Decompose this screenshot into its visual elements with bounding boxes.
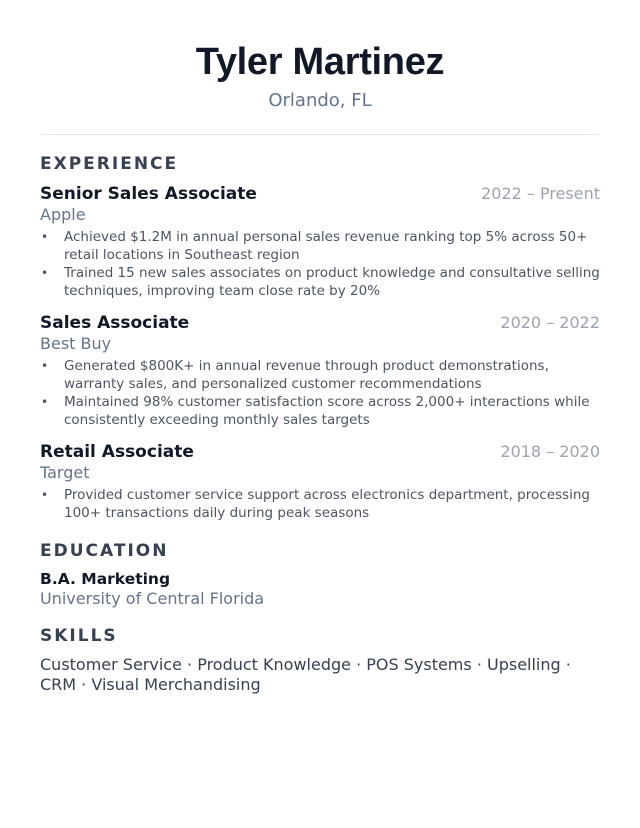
experience-section: [40, 153, 600, 522]
resume-header: [40, 0, 600, 114]
job-bullets: [40, 228, 600, 300]
job-bullet: • Generated $800K+ in annual revenue through product demonstrations, warranty sales, and personalized customer recommendations: [40, 357, 600, 393]
candidate-name: Tyler Martinez: [195, 41, 445, 83]
experience-heading: EXPERIENCE: [40, 154, 179, 174]
job-entry: [40, 183, 600, 300]
job-title: Sales Associate: [40, 313, 190, 333]
job-company: Apple: [40, 205, 86, 224]
header-divider: [40, 134, 600, 135]
job-title: Retail Associate: [40, 442, 194, 462]
job-bullet: • Achieved $1.2M in annual personal sales revenue ranking top 5% across 50+ retail locations in Southeast region: [40, 228, 600, 264]
job-bullets: [40, 357, 600, 429]
candidate-location: Orlando, FL: [268, 90, 372, 111]
job-bullets: [40, 486, 600, 522]
education-heading: EDUCATION: [40, 541, 169, 561]
skills-heading: SKILLS: [40, 626, 118, 646]
skills-list: Customer Service · Product Knowledge · POS Systems · Upselling · CRM · Visual Merchandising: [40, 655, 571, 694]
job-entry: [40, 441, 600, 522]
job-header: [40, 183, 600, 205]
education-section: [40, 540, 600, 609]
skills-section: [40, 625, 600, 695]
job-dates: 2020 – 2022: [500, 313, 600, 332]
job-bullet: • Provided customer service support across electronics department, processing 100+ transactions daily during peak seasons: [40, 486, 600, 522]
job-header: [40, 441, 600, 463]
job-dates: 2022 – Present: [481, 184, 600, 203]
job-bullet: • Trained 15 new sales associates on product knowledge and consultative selling techniques, improving team close rate by 20%: [40, 264, 600, 300]
education-school: University of Central Florida: [40, 589, 265, 608]
job-header: [40, 312, 600, 334]
job-title: Senior Sales Associate: [40, 184, 257, 204]
job-entry: [40, 312, 600, 429]
job-bullet: • Maintained 98% customer satisfaction score across 2,000+ interactions while consistently exceeding monthly sales targets: [40, 393, 600, 429]
job-dates: 2018 – 2020: [500, 442, 600, 461]
education-degree: B.A. Marketing: [40, 570, 171, 588]
job-company: Best Buy: [40, 334, 112, 353]
job-company: Target: [40, 463, 90, 482]
